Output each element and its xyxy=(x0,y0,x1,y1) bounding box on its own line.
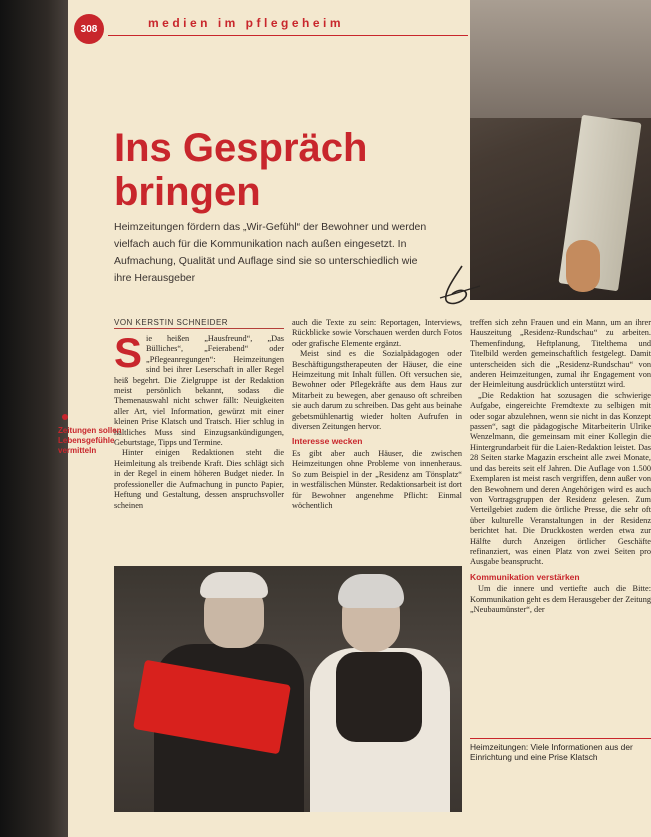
top-right-photo xyxy=(470,0,651,300)
section-kicker: medien im pflegeheim xyxy=(148,16,345,30)
photo-woman-vest xyxy=(336,652,422,742)
photo-caption-box xyxy=(470,738,651,763)
paragraph: Hinter einigen Redaktionen steht die Heimleitung als treibende Kraft. Dies schlägt sich in der Regel in einem höheren Budget nieder. In professioneller die Aufmachung in puncto Papier, Heftung und Gestaltung, dessen anspruchsvoller scheinen xyxy=(114,448,284,510)
text-column-1 xyxy=(114,329,284,511)
subheading: Kommunikation verstärken xyxy=(470,571,580,582)
pullquote-dot xyxy=(62,414,68,420)
paragraph xyxy=(114,329,284,448)
caption-rule xyxy=(470,738,651,739)
author-byline: VON KERSTIN SCHNEIDER xyxy=(114,318,229,327)
pull-quote: Zeitungen sollen Lebensgefühle vermitteln xyxy=(58,426,122,455)
article-title xyxy=(114,126,367,214)
page-gutter-shadow xyxy=(0,0,68,837)
paragraph: treffen sich zehn Frauen und ein Mann, um an ihrer Hauszeitung „Residenz-Rundschau“ zu arbeiten. Themenfindung, Heftplanung, Titelthema und Titelbild werden gemeinschaftlich festgelegt. Damit unterscheiden sich die „Residenz-Rundschau“ von anderen Heimzeitungen, zumal ihr Engagement von der Heimleitung ausdrücklich unterstützt wird. xyxy=(470,318,651,390)
text-column-3 xyxy=(470,318,651,615)
residents-reading-photo xyxy=(114,566,462,812)
header-rule xyxy=(108,35,468,36)
drop-cap: S xyxy=(114,329,143,376)
handwritten-mark xyxy=(436,264,482,308)
photo-background-wall xyxy=(470,0,651,118)
text-column-2 xyxy=(292,318,462,511)
paragraph: Um die innere und vertiefte auch die Bitte: Kommunikation geht es dem Herausgeber der Zeitung „Neubaumünster“, der xyxy=(470,584,651,614)
title-line-2: bringen xyxy=(114,170,261,214)
photo-woman-hair xyxy=(338,574,404,608)
title-line-1: Ins Gespräch xyxy=(114,126,368,170)
paragraph: Meist sind es die Sozialpädagogen oder Beschäftigungstherapeuten der Häuser, die eine Heimzeitung mit Inhalt füllen. Oft versuchen sie, Bewohner oder Pflegekräfte aus dem Haus zur Mitarbeit zu bewegen, aber genauso oft schreiben sie auch darum zu schreiben. Das geht aus beinahe gebetsmühlenartig wieder holten Aufrufen in diversen Zeitungen hervor. xyxy=(292,349,462,432)
article-lead: Heimzeitungen fördern das „Wir-Gefühl“ der Bewohner und werden vielfach auch für die Kommunikation nach außen eingesetzt. In Aufmachung, Qualität und Auflage sind sie so unterschiedlich wie ihre Herausgeber xyxy=(114,221,427,284)
paragraph: auch die Texte zu sein: Reportagen, Interviews, Rückblicke sowie Vorschauen werden durch Fotos oder grafische Elemente ergänzt. xyxy=(292,318,462,348)
subheading: Interesse wecken xyxy=(292,436,363,447)
paragraph-text: ie heißen „Hausfreund“, „Das Bülliches“, „Feierabend“ oder „Pflegeanregungen“: Heimzeitungen sind bei ihrer Leserschaft in aller Regel heiß begehrt. Die Zielgruppe ist der Redaktion meist persönlich bekannt, sodass die Themenauswahl nicht schwer fällt: Neuigkeiten aller Art, viel Information, gewürzt mit einer kleinen Prise Klatsch und Tratsch. Hier schlug in haltliches Muss sind Einzugsankündigungen, Geburtstage, Tipps und Termine. xyxy=(114,334,284,448)
photo-caption: Heimzeitungen: Viele Informationen aus der Einrichtung und eine Prise Klatsch xyxy=(470,742,633,763)
photo-man-hair xyxy=(200,572,268,598)
magazine-page xyxy=(58,0,651,837)
page-number-badge: 308 xyxy=(74,14,104,44)
photo-hand xyxy=(566,240,600,292)
paragraph: „Die Redaktion hat sozusagen die schwierige Aufgabe, eingereichte Fremdtexte zu selbigen mit oder sogar abzulehnen, wenn sie nicht in das Konzept passen“, sagt die pädagogische Mitarbeiterin Ulrike Wenzelmann, die gemeinsam mit einer Kollegin die Hintergrundarbeit für die Laien-Redaktion leistet. Das 28 Seiten starke Magazin erscheint alle zwei Monate, und das bereits seit elf Jahren. Die Auflage von 1.500 Exemplaren ist meist rasch vergriffen, denn außer von den Bewohnern und deren Angehörigen wird es auch von Vortragsgruppen der Residenz gelesen. Zum Verteilgebiet zudem die örtliche Presse, die sehr oft über kulturelle Veranstaltungen in der Residenz berichtet hat. Die Druckkosten werden etwa zur Hälfte durch Anzeigen örtlicher Geschäfte refinanziert, was einen Platz von zwei Seiten pro Ausgabe beansprucht. xyxy=(470,390,651,567)
paragraph: Es gibt aber auch Häuser, die zwischen Heimzeitungen ohne Probleme von innenheraus. So zum Beispiel in der „Residenz am Tönsplatz“ in westfälischen Münster. Redaktionsarbeit ist dort für Bewohner angenehme Pflicht: Einmal wöchentlich xyxy=(292,448,462,510)
